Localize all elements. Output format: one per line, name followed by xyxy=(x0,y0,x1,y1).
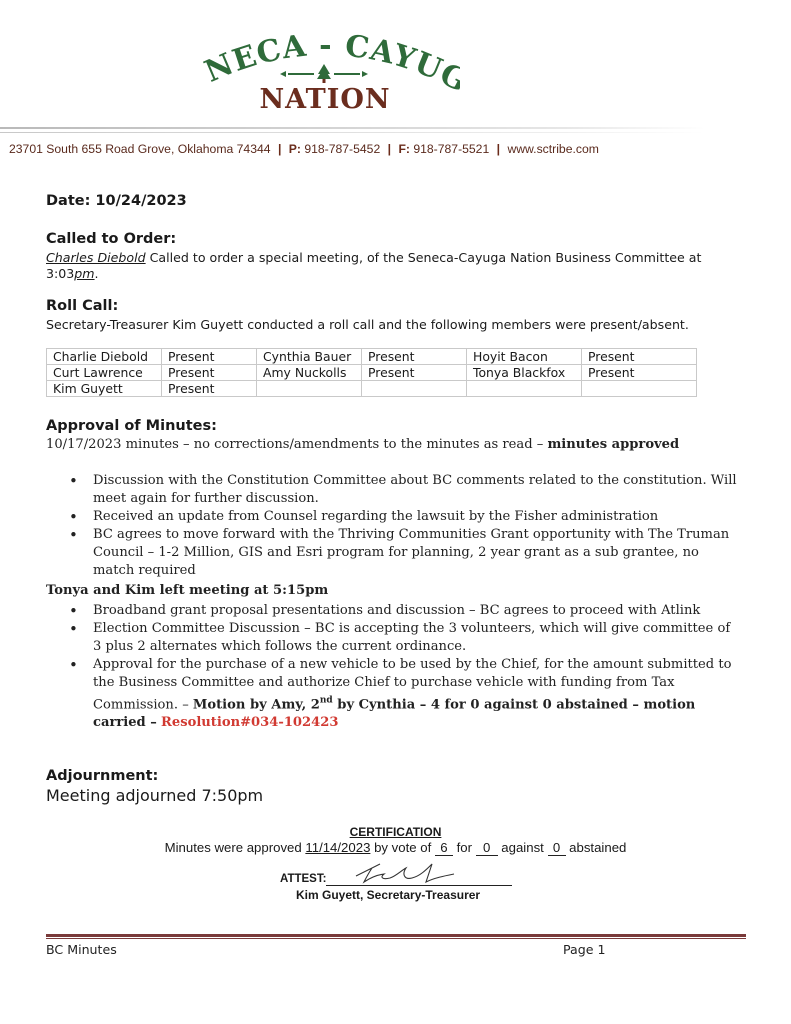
adjournment-heading: Adjournment: xyxy=(46,768,159,784)
list-item: • BC agrees to move forward with the Thriving Communities Grant opportunity with The Truman Council – 1-2 Million, GIS and Esri program for planning, 2 year grant as a sub grantee, no match required xyxy=(93,526,738,580)
list-item: • Broadband grant proposal presentations and discussion – BC agrees to proceed with Atlink xyxy=(93,602,738,620)
adjournment-text: Meeting adjourned 7:50pm xyxy=(46,786,264,805)
roll-call-heading: Roll Call: xyxy=(46,298,119,314)
pine-tree-icon xyxy=(317,64,331,83)
list-item: • Discussion with the Constitution Committee about BC comments related to the constitution. Will meet again for further discussion. xyxy=(93,472,738,508)
certification-heading: CERTIFICATION xyxy=(349,825,442,839)
attest-label: ATTEST: xyxy=(280,873,327,885)
called-to-order-text: Charles Diebold Called to order a special meeting, of the Seneca-Cayuga Nation Business Committee at 3:03pm. xyxy=(46,250,702,281)
header-rule xyxy=(0,127,705,129)
discussion-list xyxy=(93,472,738,580)
approval-heading: Approval of Minutes: xyxy=(46,418,217,434)
table-row: Curt Lawrence Present Amy Nuckolls Present Tonya Blackfox Present xyxy=(47,365,697,381)
address-text: 23701 South 655 Road Grove, Oklahoma 74344 xyxy=(9,142,271,156)
called-to-order-heading: Called to Order: xyxy=(46,231,177,247)
page-number: Page 1 xyxy=(563,942,606,957)
seneca-cayuga-logo xyxy=(190,22,460,117)
table-row: Kim Guyett Present xyxy=(47,381,697,397)
signature-image xyxy=(350,858,460,888)
resolution-number: Resolution#034-102423 xyxy=(161,715,339,731)
discussion-list-2 xyxy=(93,602,738,732)
footer-rule-thin xyxy=(46,938,746,939)
fax-number: 918-787-5521 xyxy=(413,142,490,156)
list-item: • Election Committee Discussion – BC is accepting the 3 volunteers, which will give committee of 3 plus 2 alternates which follows the current ordinance. xyxy=(93,620,738,656)
footer-rule xyxy=(46,934,746,937)
table-row: Charlie Diebold Present Cynthia Bauer Present Hoyit Bacon Present xyxy=(47,349,697,365)
certification-text: Minutes were approved 11/14/2023 by vote of 6 for 0 against 0 abstained xyxy=(164,840,627,855)
website-link[interactable]: www.sctribe.com xyxy=(507,142,599,156)
phone-number: 918-787-5452 xyxy=(304,142,381,156)
logo-arc-text xyxy=(190,22,460,92)
left-meeting-note: Tonya and Kim left meeting at 5:15pm xyxy=(46,583,329,598)
approval-text: 10/17/2023 minutes – no corrections/amendments to the minutes as read – minutes approved xyxy=(46,437,680,452)
footer-title: BC Minutes xyxy=(46,942,117,957)
list-item: • Received an update from Counsel regarding the lawsuit by the Fisher administration xyxy=(93,508,738,526)
logo-nation-text: NATION xyxy=(259,84,391,115)
contact-line: 23701 South 655 Road Grove, Oklahoma 74344 | P: 918-787-5452 | F: 918-787-5521 | www.sctribe.com xyxy=(9,142,599,156)
svg-text:SENECA - CAYUGA: NECA - CAYU xyxy=(199,27,448,90)
header-rule-thin xyxy=(0,132,705,133)
signer-name: Kim Guyett, Secretary-Treasurer xyxy=(296,888,481,902)
meeting-date: Date: 10/24/2023 xyxy=(46,193,187,209)
roll-call-text: Secretary-Treasurer Kim Guyett conducted a roll call and the following members were present/absent. xyxy=(46,317,689,332)
roll-call-table xyxy=(46,348,697,397)
list-item: • Approval for the purchase of a new vehicle to be used by the Chief, for the amount submitted to the Business Committee and authorize Chief to purchase vehicle with funding from Tax Commission. – Motion by Amy, 2nd by Cynthia – 4 for 0 against 0 abstained – motion carried – Resolution#034-102423 xyxy=(93,656,738,732)
